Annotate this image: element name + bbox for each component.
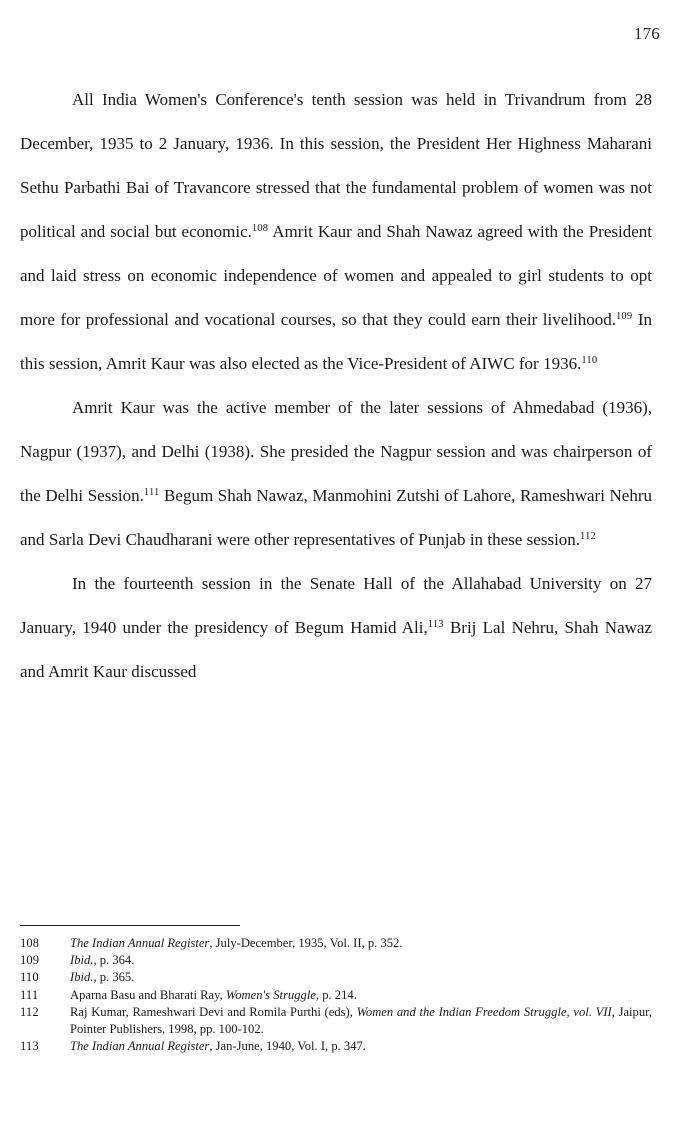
paragraph <box>20 78 652 386</box>
footnote-text-segment: Raj Kumar, Rameshwari Devi and Romila Purthi (eds), <box>70 1004 357 1019</box>
footnote-text-segment: , July-December, 1935, Vol. II, p. 352. <box>209 936 403 950</box>
footnote-item <box>20 987 652 1004</box>
footnote-text-segment: , p. 364. <box>93 953 135 968</box>
footnote-text-segment: Jaipur, Pointer Publishers, 1998, pp. 100-102. <box>70 1004 652 1037</box>
footnote-separator-rule <box>20 925 240 926</box>
footnote-list <box>20 935 652 1055</box>
footnote-text <box>70 969 652 986</box>
footnote-title-italic: The Indian Annual Register <box>70 1039 210 1054</box>
footnote-number[interactable]: 113 <box>20 1039 39 1054</box>
footnote-text-segment: , p. 214. <box>315 987 357 1002</box>
paragraph-text: Amrit Kaur was the active member of the later sessions of Ahmedabad (1936), Nagpur (1937), and Delhi (1938). She presided the Nagpur session and was chairperson of the Delhi Session. <box>20 398 652 505</box>
footnote-item <box>20 1004 652 1038</box>
footnote-reference[interactable]: 109 <box>615 311 633 322</box>
footnote-item <box>20 1038 652 1055</box>
footnote-title-italic: Ibid. <box>70 953 94 968</box>
footnote-title-italic: Women and the Indian Freedom Struggle, vol. VII, <box>356 1004 615 1019</box>
paragraph-text: Amrit Kaur and Shah Nawaz agreed with the President and laid stress on economic independence of women and appealed to girl students to opt more for professional and vocational courses, so that they could earn their livelihood. <box>20 222 652 329</box>
footnote-text-segment: , p. 365. <box>93 970 135 985</box>
footnote-title-italic: The Indian Annual Register <box>70 936 210 950</box>
footnote-text <box>70 935 652 952</box>
footnote-title-italic: Ibid. <box>70 970 94 985</box>
paragraph-text: All India Women's Conference's tenth session was held in Trivandrum from 28 December, 1935 to 2 January, 1936. In this session, the President Her Highness Maharani Sethu Parbathi Bai of Travancore stressed that the fundamental problem of women was not political and social but economic. <box>20 90 652 241</box>
footnote-number[interactable]: 110 <box>20 970 39 985</box>
footnote-number[interactable]: 112 <box>20 1004 39 1019</box>
paragraph <box>20 386 652 562</box>
paragraph-text: Begum Shah Nawaz, Manmohini Zutshi of Lahore, Rameshwari Nehru and Sarla Devi Chaudharani were other representatives of Punjab in these session. <box>20 486 652 549</box>
paragraph-text: Brij Lal Nehru, Shah Nawaz and Amrit Kaur discussed <box>20 618 652 681</box>
footnote-number[interactable]: 108 <box>20 936 40 950</box>
footnote-text <box>70 1004 652 1038</box>
footnote-item <box>20 952 652 969</box>
footnote-number[interactable]: 111 <box>20 987 39 1002</box>
footnote-text-segment: Aparna Basu and Bharati Ray, <box>70 987 226 1002</box>
paragraph-text: In this session, Amrit Kaur was also elected as the Vice-President of AIWC for 1936. <box>20 310 652 373</box>
footnote-number[interactable]: 109 <box>20 953 40 968</box>
footnote-reference[interactable]: 112 <box>580 531 597 542</box>
body-text-block <box>20 78 652 694</box>
footnote-item <box>20 969 652 986</box>
paragraph-text: In the fourteenth session in the Senate Hall of the Allahabad University on 27 January, 1940 under the presidency of Begum Hamid Ali, <box>20 574 652 637</box>
footnote-text <box>70 987 652 1004</box>
paragraph <box>20 562 652 694</box>
footnote-reference[interactable]: 113 <box>427 619 444 630</box>
footnote-reference[interactable]: 108 <box>251 223 269 234</box>
footnote-title-italic: Women's Struggle <box>225 987 316 1002</box>
footnote-text <box>70 1038 652 1055</box>
footnote-item <box>20 935 652 952</box>
footnotes-block <box>20 925 652 1055</box>
page-number: 176 <box>633 24 660 43</box>
footnote-text <box>70 952 652 969</box>
footnote-text-segment: , Jan-June, 1940, Vol. I, p. 347. <box>209 1039 366 1054</box>
footnote-reference[interactable]: 110 <box>581 355 598 366</box>
footnote-reference[interactable]: 111 <box>143 487 160 498</box>
